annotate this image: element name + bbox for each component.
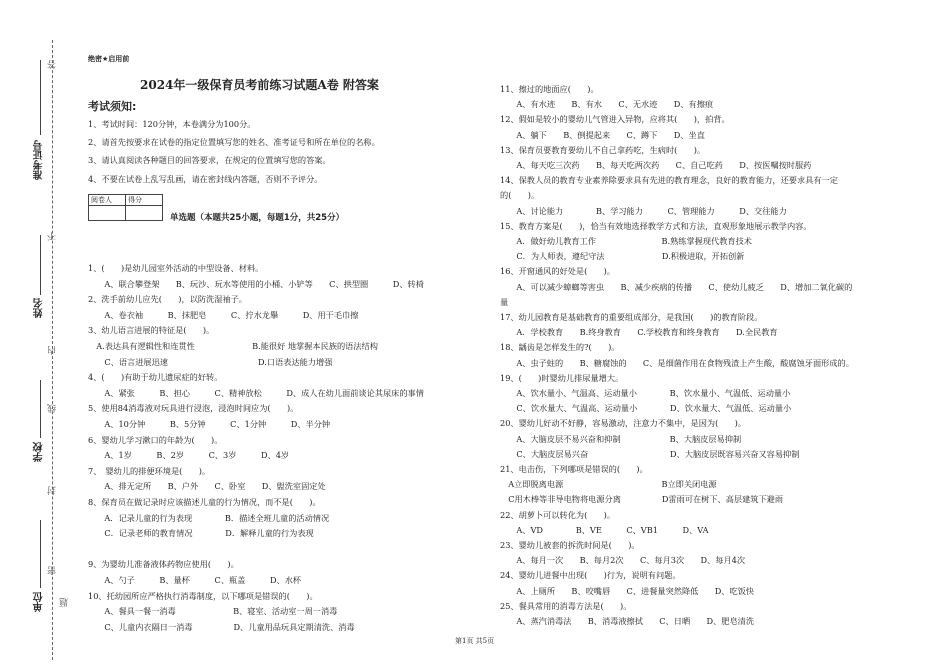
- page-footer: 第1页 共5页: [455, 637, 495, 645]
- unit-label: 单位: [34, 592, 45, 612]
- seal-mark: 内: [48, 346, 58, 355]
- question-line: 9、为婴幼儿准备液体药物应使用( )。: [88, 559, 239, 570]
- question-line: C、大脑皮层易兴奋 D、大脑皮层既容易兴奋又容易抑制: [500, 448, 800, 459]
- question-line: A、大脑皮层不易兴奋和抑制 B、大脑皮层易抑制: [500, 433, 742, 444]
- question-line: 19、( )时婴幼儿排尿量增大。: [500, 372, 624, 383]
- question-line: C．记录老师的教育情况 D．解释儿童的行为表现: [88, 528, 314, 539]
- notice-item: 1、考试时间：120分钟，本卷满分为100分。: [88, 119, 256, 129]
- secret-label: 绝密★启用前: [88, 55, 130, 63]
- score-cell[interactable]: [89, 206, 126, 221]
- seal-mark: 封: [48, 486, 58, 495]
- question-line: A．记录儿童的行为表现 B．描述全班儿童的活动情况: [88, 512, 330, 523]
- seal-mark: 线: [48, 404, 58, 413]
- question-line: A．学校教育 B.终身教育 C.学校教育和终身教育 D.全民教育: [500, 327, 778, 338]
- question-line: 22、胡萝卜可以转化为( )。: [500, 509, 616, 520]
- question-line: A.表达具有逻辑性和连贯性 B.能很好 地掌握本民族的语法结构: [88, 341, 378, 351]
- question-line: A、勺子 B、量杯 C、瓶盖 D、水杯: [88, 575, 302, 585]
- question-line: 量: [500, 296, 509, 307]
- notice-item: 2、请首先按要求在试卷的指定位置填写您的姓名、准考证号和所在单位的名称。: [88, 137, 380, 147]
- question-line: A、讨论能力 B、学习能力 C、管理能力 D、交往能力: [500, 205, 787, 216]
- name-label: 姓名: [34, 298, 45, 318]
- question-line: A、排无定所 B、户外 C、卧室 D、盥洗室固定处: [88, 481, 326, 492]
- score-cell[interactable]: [126, 206, 163, 221]
- question-line: A、1岁 B、2岁 C、3岁 D、4岁: [88, 450, 290, 461]
- question-line: 6、婴幼儿学习漱口的年龄为( )。: [88, 434, 223, 445]
- seal-mark: 题: [60, 598, 70, 607]
- question-line: A、餐具一餐一消毒 B、寝室、活动室一周一消毒: [88, 606, 338, 617]
- notice-item: 3、请认真阅读各种题目的回答要求，在规定的位置填写您的答案。: [88, 155, 331, 165]
- seal-mark: 密: [48, 566, 58, 575]
- name-blank: [40, 235, 41, 295]
- question-line: C．为人师表，遵纪守法 D.积极进取，开拓创新: [500, 251, 745, 262]
- seal-mark: 答: [48, 60, 58, 69]
- exam-no-blank: [40, 60, 41, 135]
- question-line: 3、幼儿语言进展的特征是( )。: [88, 325, 215, 336]
- question-line: 14、保教人员的教育专业素养除要求具有先进的教育理念，良好的教育能力，还要求具有一定: [500, 175, 838, 186]
- question-line: A、10分钟 B、5分钟 C、1分钟 D、半分钟: [88, 419, 331, 429]
- question-line: A、每天吃三次药 B、每天吃两次药 C、自己吃药 D、按医嘱按时服药: [500, 160, 812, 170]
- score-table-header: 得分: [126, 195, 163, 206]
- question-line: 23、婴幼儿被套的拆洗时间是( )。: [500, 540, 640, 550]
- question-line: A、躺下 B、倒提起来 C、蹲下 D、坐直: [500, 129, 705, 140]
- question-line: A、每月一次 B、每月2次 C、每月3次 D、每月4次: [500, 555, 746, 566]
- question-line: 18、龋齿是怎样发生的?( )。: [500, 342, 620, 353]
- question-line: 2、洗手前幼儿应先( )，以防洗湿袖子。: [88, 294, 247, 305]
- question-line: 12、假如是较小的婴幼儿气管进入异物，应将其( )，拍背。: [500, 114, 730, 125]
- question-line: 15、教育方案是( )，恰当有效地选择教学方式和方法，直观形象地展示教学内容。: [500, 220, 812, 231]
- question-line: A、上厕所 B、咬嘴唇 C、进餐量突然降低 D、吃饭快: [500, 585, 755, 596]
- question-line: A、虫子蛀的 B、糖腐蚀的 C、是细菌作用在食物残渣上产生酸，酸腐蚀牙面形成的。: [500, 357, 854, 368]
- question-line: C、饮水量大、气温高、运动量小 D、饮水量大、气温低、运动量小: [500, 403, 792, 414]
- seal-mark: 不: [48, 232, 58, 241]
- binding-margin: [0, 0, 70, 671]
- page-title: 2024年一级保育员考前练习试题A卷 附答案: [140, 78, 379, 92]
- question-line: 21、电击伤，下列哪项是错误的( )。: [500, 464, 648, 474]
- question-line: C、语言进展迅速 D.口语表达能力增强: [88, 356, 333, 367]
- score-table-header: 阅卷人: [89, 195, 126, 206]
- question-line: A、有水迹 B、有水 C、无水迹 D、有擦痕: [500, 99, 714, 110]
- question-line: 8、保育员在做记录时应该描述儿童的行为情况，而不是( )。: [88, 497, 321, 507]
- question-line: 17、幼儿园教育是基础教育的重要组成部分，是我国( )的教育阶段。: [500, 312, 763, 322]
- question-line: A、可以减少蟑螂等害虫 B、减少疾病的传播 C、使幼儿疲乏 D、增加二氧化碳的: [500, 281, 853, 292]
- unit-blank: [40, 520, 41, 588]
- question-line: A、联合攀登架 B、玩沙、玩水等使用的小桶、小铲等 C、拱型圈 D、转椅: [88, 278, 424, 289]
- question-line: A、卷衣袖 B、抹肥皂 C、拧水龙擧 D、用干毛巾擦: [88, 309, 359, 320]
- question-line: A．做好幼儿教育工作 B.熟练掌握现代教育技术: [500, 236, 752, 246]
- score-table: [88, 194, 163, 221]
- question-line: 1、( )是幼儿园室外活动的中型设备、材料。: [88, 263, 264, 273]
- notice-item: 4、不要在试卷上乱写乱画，请在密封线内答题，否则不予评分。: [88, 174, 323, 184]
- school-blank: [40, 380, 41, 438]
- question-line: 24、婴幼儿进餐中出现( )行为，说明有问题。: [500, 570, 681, 581]
- notice-title: 考试须知:: [88, 100, 137, 113]
- question-line: A、饮水量小、气温高、运动量小 B、饮水量小、气温低、运动量小: [500, 388, 791, 398]
- question-line: A、VD B、VE C、VB1 D、VA: [500, 524, 709, 535]
- question-line: 20、婴幼儿好动不好静，容易激动，注意力不集中，是因为( )。: [500, 418, 747, 429]
- question-line: 7、 婴幼儿的排便环境是( )。: [88, 465, 211, 476]
- question-line: 10、托幼园所应严格执行消毒制度，以下哪项是错误的( )。: [88, 590, 318, 601]
- section-title: 单选题（本题共25小题，每题1分，共25分）: [170, 213, 345, 223]
- question-line: A、蒸汽消毒法 B、消毒液擦拭 C、日晒 D、肥皂清洗: [500, 616, 755, 626]
- question-line: A、紧张 B、担心 C、精神放松 D、成人在幼儿面前谈论其尿床的事情: [88, 387, 424, 398]
- school-label: 学校: [34, 442, 45, 462]
- question-line: 16、开窗通风的好处是( )。: [500, 266, 616, 277]
- question-line: 13、保育员要教育要幼儿不自己拿药吃，生病时( )。: [500, 144, 706, 155]
- question-line: 4、( )有助于幼儿遗尿症的好转。: [88, 372, 223, 383]
- question-line: 25、餐具常用的消毒方法是( )。: [500, 600, 632, 611]
- question-line: C用木棒等非导电物将电源分离 D雷雨可在树下、高层建筑下避雨: [500, 494, 784, 505]
- question-line: 的( )。: [500, 190, 540, 201]
- question-line: C、儿童内衣隔日一消毒 D、儿童用品玩具定期清洗、消毒: [88, 621, 355, 632]
- exam-no-label: 准考证号: [34, 140, 45, 180]
- question-line: 5、使用84消毒液对玩具进行浸泡，浸泡时间应为( )。: [88, 403, 299, 414]
- question-line: A立即脱离电源 B立即关闭电源: [500, 479, 717, 490]
- question-line: 11、擦过的地面应( )。: [500, 84, 599, 94]
